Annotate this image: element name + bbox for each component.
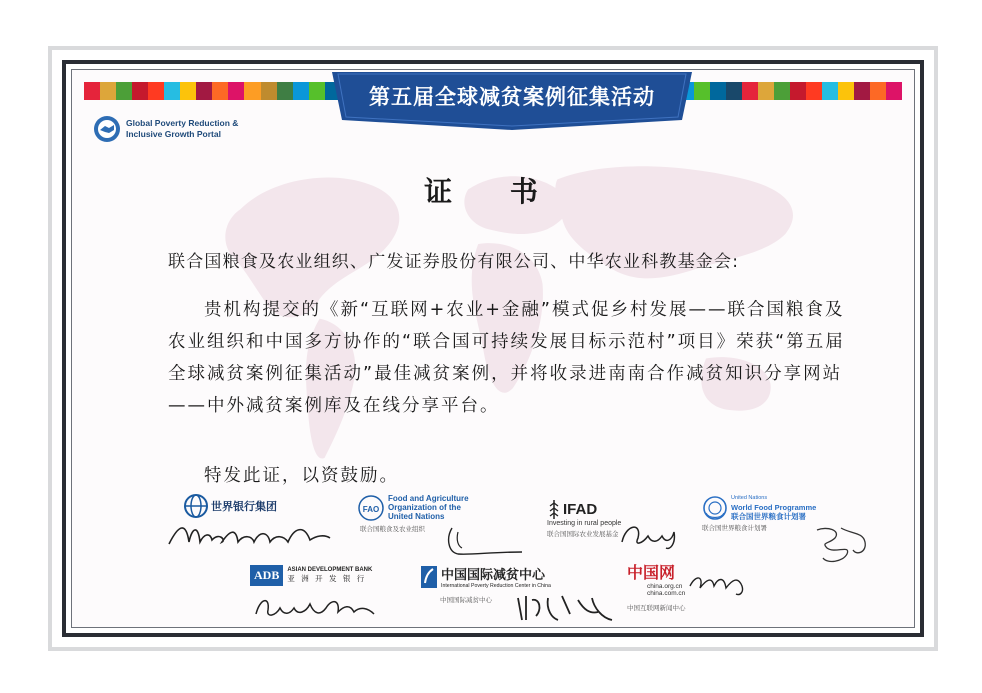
sdg-color-segment xyxy=(758,82,774,100)
portal-logo xyxy=(92,114,238,144)
sdg-color-segment xyxy=(196,82,212,100)
adb-name-cn: 亚 洲 开 发 银 行 xyxy=(287,574,367,583)
chinanet-url1: china.org.cn xyxy=(647,583,683,590)
sdg-color-segment xyxy=(228,82,244,100)
sdg-color-segment xyxy=(886,82,902,100)
banner-title: 第五届全球减贫案例征集活动 xyxy=(369,85,655,109)
sdg-color-segment xyxy=(822,82,838,100)
certificate-body xyxy=(71,69,915,628)
sdg-color-segment xyxy=(277,82,293,100)
sdg-color-segment xyxy=(774,82,790,100)
sdg-color-segment xyxy=(710,82,726,100)
world-bank-name: 世界银行集团 xyxy=(211,500,277,513)
signature-chinanet xyxy=(684,566,754,600)
fao-name-line2: Organization of the xyxy=(388,503,461,512)
ifad-caption: 联合国国际农业发展基金 xyxy=(547,530,619,538)
sdg-color-segment xyxy=(116,82,132,100)
handshake-globe-icon xyxy=(92,114,122,144)
sdg-color-segment xyxy=(726,82,742,100)
signature-world-bank xyxy=(164,514,334,552)
ifad-wheat-icon xyxy=(547,498,561,520)
fao-name-line1: Food and Agriculture xyxy=(388,494,469,503)
ifad-logo xyxy=(547,498,621,538)
iprcc-name-en: International Poverty Reduction Center in China xyxy=(441,583,551,589)
chinanet-caption: 中国互联网新闻中心 xyxy=(627,604,686,612)
sdg-color-segment xyxy=(790,82,806,100)
svg-text:FAO: FAO xyxy=(362,504,380,514)
iprcc-name-cn: 中国国际减贫中心 xyxy=(441,568,546,583)
frame-white-band xyxy=(52,50,934,647)
chinanet-logo xyxy=(627,560,686,612)
wfp-un-label: United Nations xyxy=(731,495,768,501)
title-banner xyxy=(332,72,692,130)
ifad-tagline: Investing in rural people xyxy=(547,520,622,527)
frame-border xyxy=(62,60,924,637)
chinanet-url2: china.com.cn xyxy=(647,590,686,597)
wfp-caption: 联合国世界粮食计划署 xyxy=(702,524,767,532)
certificate-body-text: 贵机构提交的《新“互联网+农业+金融”模式促乡村发展——联合国粮食及农业组织和中国多方协作的“联合国可持续发展目标示范村”项目》荣获“第五届全球减贫案例征集活动”最佳减贫案例，并将收录进南南合作减贫知识分享网站——中外减贫案例库及在线分享平台。 xyxy=(168,300,845,416)
sdg-color-segment xyxy=(261,82,277,100)
sdg-color-segment xyxy=(164,82,180,100)
signature-ifad xyxy=(612,514,692,554)
sdg-color-segment xyxy=(100,82,116,100)
sdg-color-segment xyxy=(84,82,100,100)
signature-fao xyxy=(412,522,532,560)
sdg-color-segment xyxy=(148,82,164,100)
certificate-frame xyxy=(48,46,938,651)
ifad-name: IFAD xyxy=(563,500,598,518)
adb-name-en: ASIAN DEVELOPMENT BANK xyxy=(287,567,373,573)
sdg-color-segment xyxy=(212,82,228,100)
iprcc-emblem-icon xyxy=(420,565,438,589)
sdg-color-segment xyxy=(244,82,260,100)
adb-abbr: ADB xyxy=(250,565,283,586)
sdg-color-segment xyxy=(838,82,854,100)
fao-name-line3: United Nations xyxy=(388,512,445,521)
sdg-color-segment xyxy=(180,82,196,100)
signature-iprcc xyxy=(512,590,622,626)
sdg-color-segment xyxy=(309,82,325,100)
certificate-title: 证 书 xyxy=(424,175,562,208)
fao-caption: 联合国粮食及农业组织 xyxy=(360,525,425,533)
wfp-wreath-icon xyxy=(702,495,728,521)
sdg-color-segment xyxy=(806,82,822,100)
chinanet-logo-text: 中国网 xyxy=(627,563,676,582)
sdg-color-segment xyxy=(132,82,148,100)
sdg-color-segment xyxy=(854,82,870,100)
portal-name-line2: Inclusive Growth Portal xyxy=(126,129,221,139)
sdg-color-segment xyxy=(694,82,710,100)
portal-name-line1: Global Poverty Reduction & xyxy=(126,118,239,128)
sdg-color-segment xyxy=(293,82,309,100)
iprcc-caption: 中国国际减贫中心 xyxy=(440,596,492,604)
certificate-closing: 特发此证，以资鼓励。 xyxy=(204,466,399,486)
wfp-logo xyxy=(702,494,816,532)
adb-logo xyxy=(250,565,372,586)
certificate-addressee: 联合国粮食及农业组织、广发证券股份有限公司、中华农业科教基金会: xyxy=(168,252,740,272)
fao-wheat-icon xyxy=(358,495,384,521)
signature-adb xyxy=(250,588,380,622)
wfp-name-cn: 联合国世界粮食计划署 xyxy=(731,512,806,521)
sdg-color-segment xyxy=(870,82,886,100)
sdg-color-segment xyxy=(742,82,758,100)
signature-wfp xyxy=(807,520,877,570)
wfp-name-en: World Food Programme xyxy=(731,503,817,512)
